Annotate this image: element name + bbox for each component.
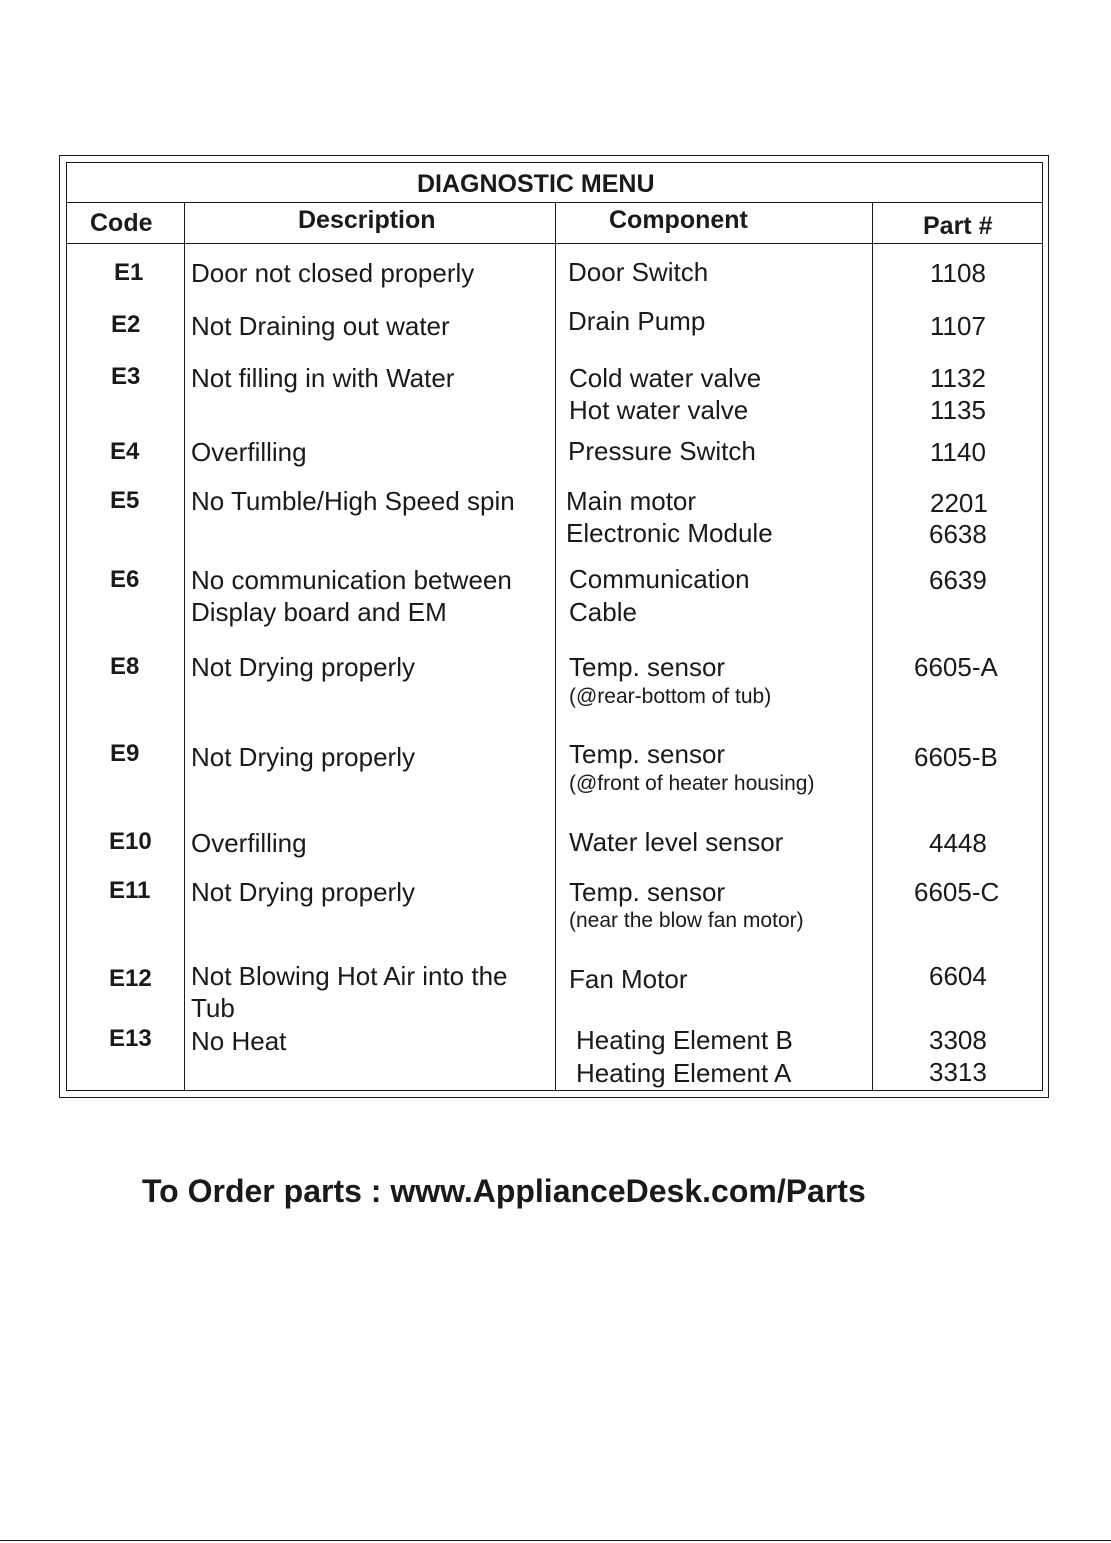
header-description: Description <box>298 206 436 234</box>
row-part: 1107 <box>930 311 986 341</box>
row-component: Heating Element A <box>576 1058 792 1088</box>
table-title: DIAGNOSTIC MENU <box>417 170 655 198</box>
row-component-note: (@front of heater housing) <box>569 772 815 795</box>
row-part: 1108 <box>930 258 986 288</box>
row-description: Display board and EM <box>191 597 447 627</box>
row-code: E5 <box>110 487 140 514</box>
header-code: Code <box>90 209 153 237</box>
row-part: 6605-A <box>914 652 998 682</box>
row-part: 6638 <box>929 519 987 549</box>
row-component: Main motor <box>566 486 697 516</box>
row-description: Tub <box>191 993 235 1023</box>
row-component-note: (near the blow fan motor) <box>569 909 804 932</box>
row-code: E3 <box>111 363 141 390</box>
row-description: Overfilling <box>191 828 307 858</box>
header-part: Part # <box>923 212 993 240</box>
row-part: 1140 <box>930 437 986 467</box>
row-component: Cold water valve <box>569 363 762 393</box>
row-component: Fan Motor <box>569 964 688 994</box>
row-description: Not Drying properly <box>191 652 415 682</box>
row-code: E6 <box>110 566 140 593</box>
row-component: Temp. sensor <box>569 739 726 769</box>
row-component: Water level sensor <box>569 827 784 857</box>
row-description: No Tumble/High Speed spin <box>191 486 515 516</box>
row-description: Not filling in with Water <box>191 363 455 393</box>
row-code: E13 <box>109 1025 152 1052</box>
row-part: 4448 <box>929 828 987 858</box>
row-code: E9 <box>110 740 140 767</box>
row-description: Not Drying properly <box>191 877 415 907</box>
row-part: 6639 <box>929 565 987 595</box>
row-component-note: (@rear-bottom of tub) <box>569 685 772 708</box>
row-part: 2201 <box>930 488 988 518</box>
row-part: 6605-B <box>914 742 998 772</box>
row-component: Heating Element B <box>576 1025 793 1055</box>
row-description: Not Draining out water <box>191 311 450 341</box>
row-description: Not Drying properly <box>191 742 415 772</box>
row-code: E2 <box>111 311 141 338</box>
col-divider-1 <box>184 202 185 1091</box>
row-component: Cable <box>569 597 637 627</box>
row-code: E8 <box>110 653 140 680</box>
row-description: No communication between <box>191 565 512 595</box>
row-component: Hot water valve <box>569 395 749 425</box>
order-parts-text: To Order parts : www.ApplianceDesk.com/Parts <box>142 1173 866 1209</box>
row-component: Pressure Switch <box>568 436 756 466</box>
row-part: 6605-C <box>914 877 1000 907</box>
row-component: Drain Pump <box>568 306 706 336</box>
row-part: 1132 <box>930 363 986 393</box>
row-part: 6604 <box>929 961 987 991</box>
col-divider-2 <box>555 202 556 1091</box>
row-component: Door Switch <box>568 257 709 287</box>
row-description: Not Blowing Hot Air into the <box>191 961 508 991</box>
row-code: E4 <box>110 438 140 465</box>
row-code: E12 <box>109 965 152 992</box>
row-part: 1135 <box>930 395 986 425</box>
header-component: Component <box>609 206 748 234</box>
row-component: Temp. sensor <box>569 652 726 682</box>
row-component: Temp. sensor <box>569 877 726 907</box>
row-code: E11 <box>109 877 151 904</box>
page-bottom-rule <box>0 1540 1111 1541</box>
row-part: 3308 <box>929 1025 987 1055</box>
row-code: E1 <box>114 259 144 286</box>
row-component: Electronic Module <box>566 518 773 548</box>
row-part: 3313 <box>929 1057 987 1087</box>
row-description: Overfilling <box>191 437 307 467</box>
col-divider-3 <box>872 202 873 1091</box>
row-code: E10 <box>109 828 152 855</box>
row-description: Door not closed properly <box>191 258 475 288</box>
row-component: Communication <box>569 564 750 594</box>
row-description: No Heat <box>191 1026 287 1056</box>
